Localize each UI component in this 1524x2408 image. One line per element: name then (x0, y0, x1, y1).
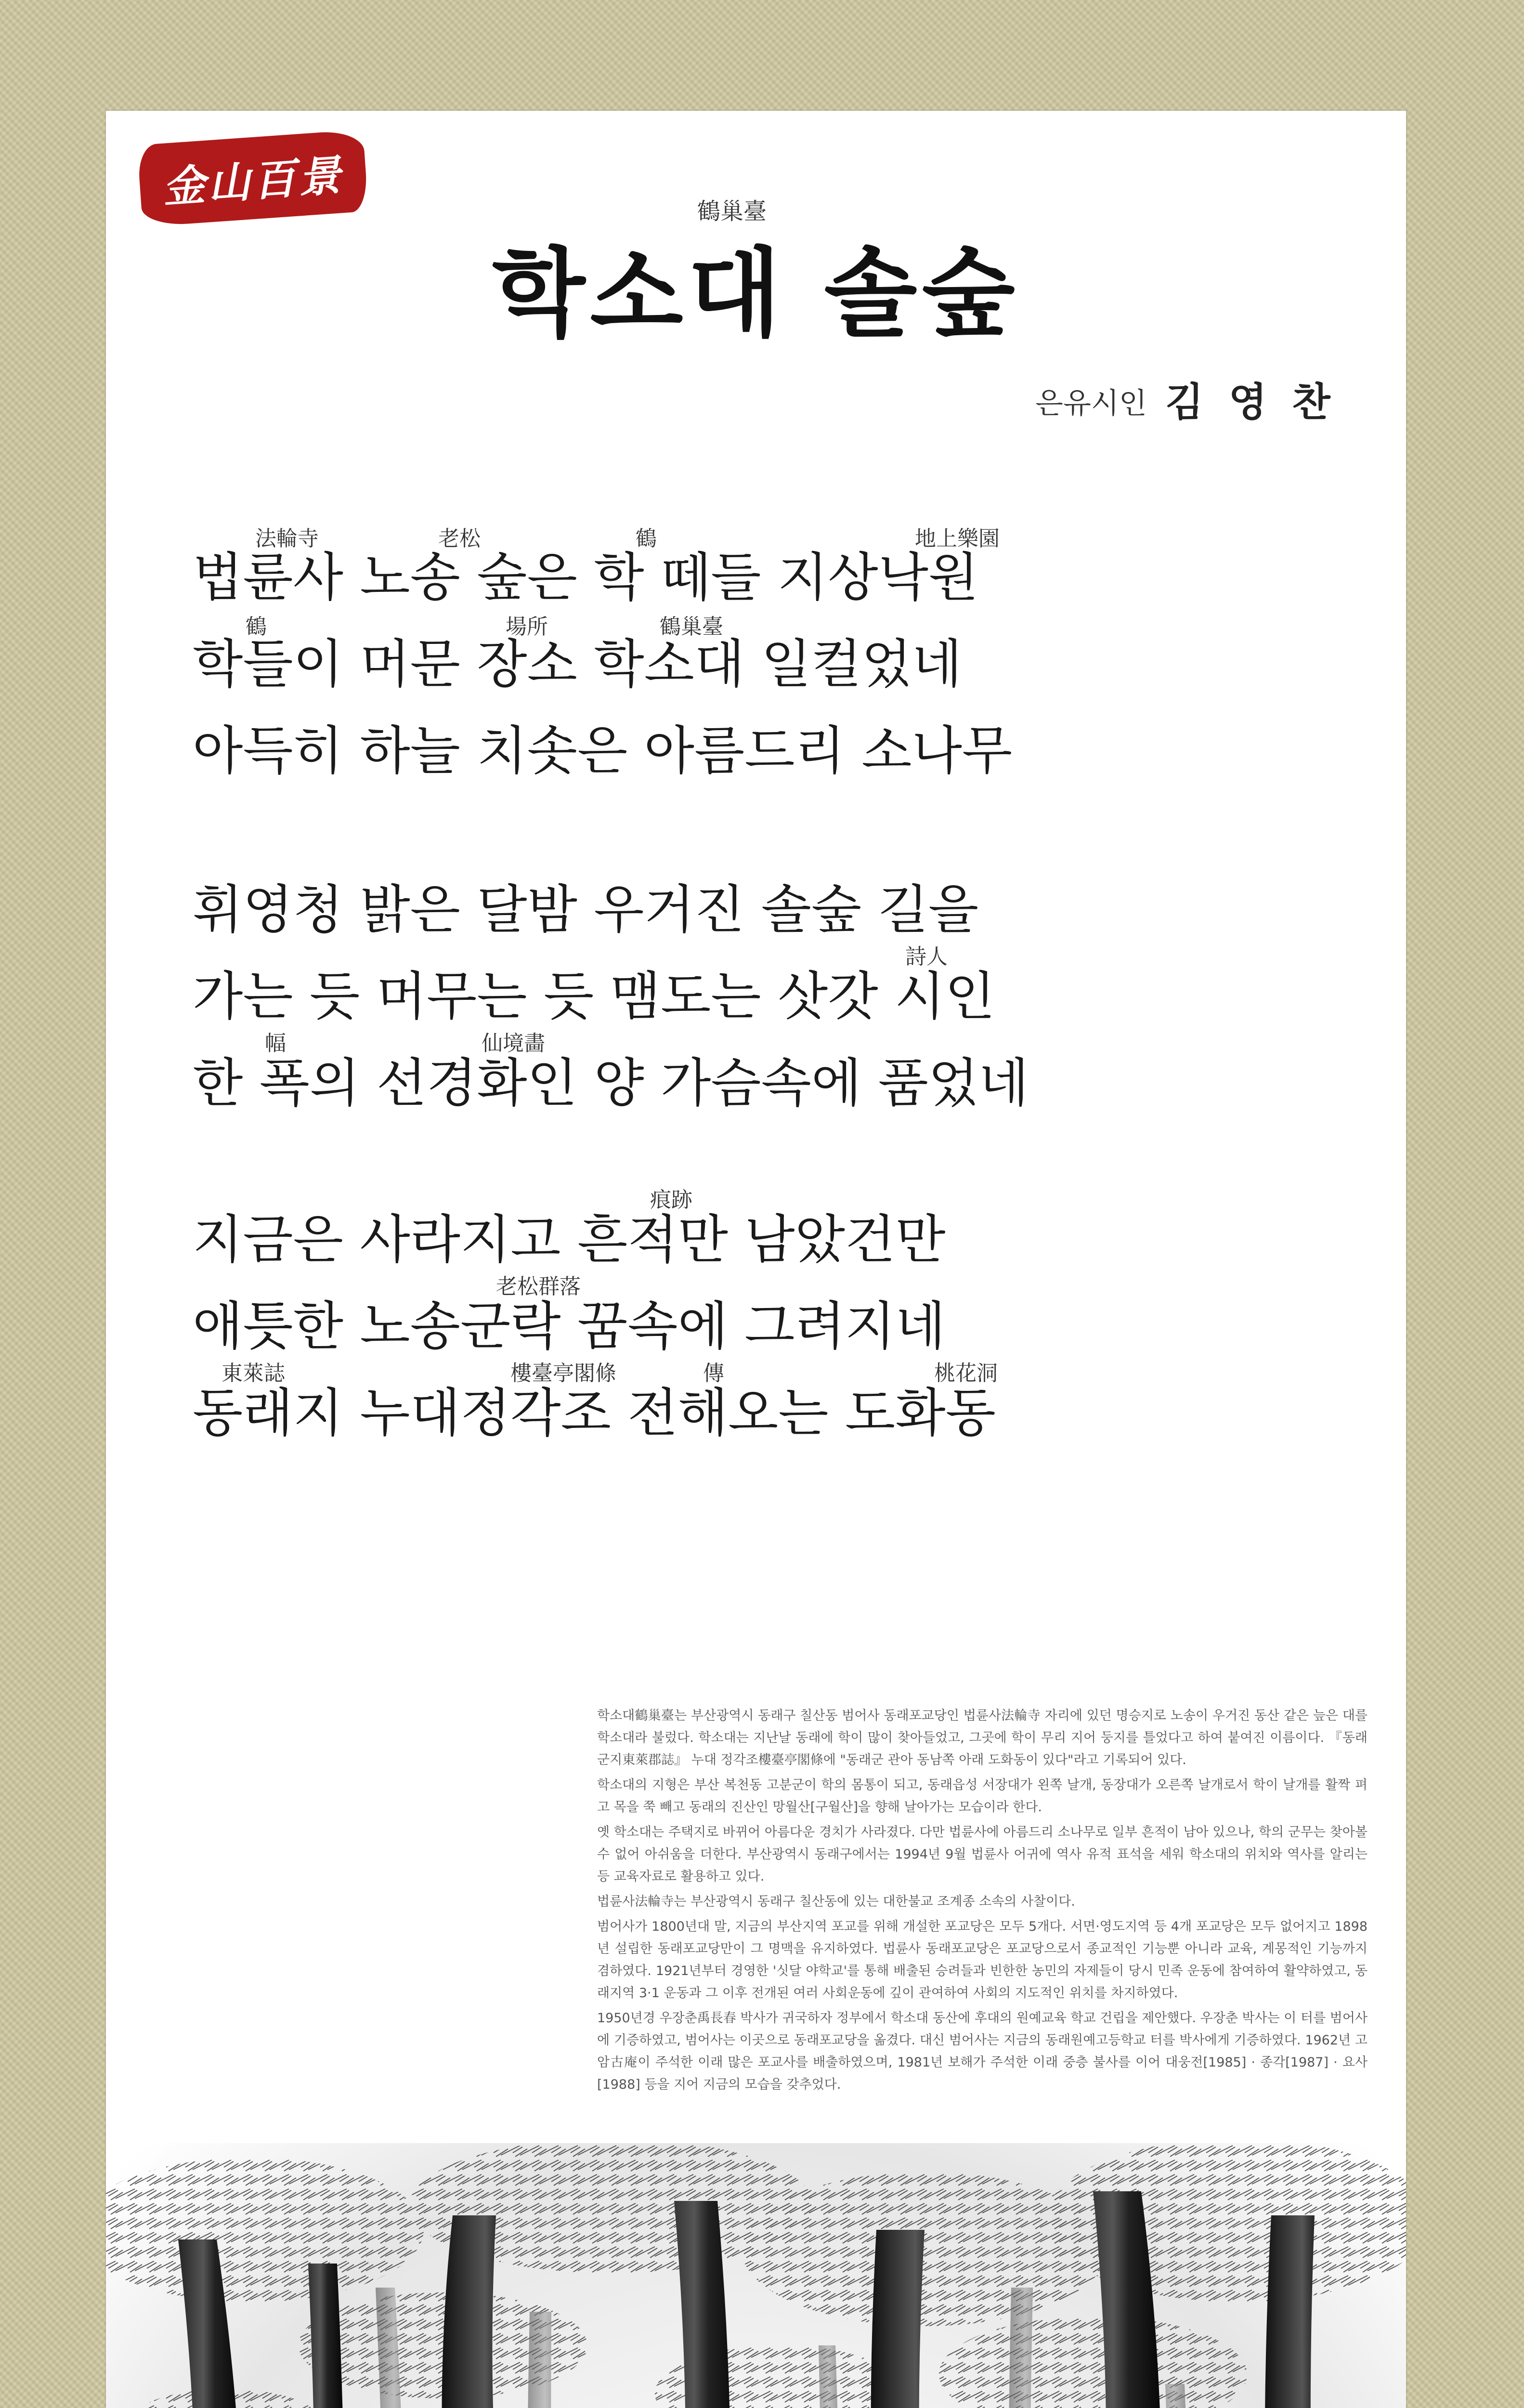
author-name: 김 영 찬 (1165, 380, 1336, 425)
author-label: 은유시인 (1035, 387, 1147, 420)
ruby-pok: 幅 (265, 1031, 286, 1056)
pine-forest-illustration (106, 2143, 1406, 2408)
title-hanja: 鶴巢臺 (697, 198, 767, 225)
ruby-heunjeok: 痕跡 (650, 1188, 692, 1212)
ruby-nosonggunrak: 老松群落 (496, 1274, 581, 1299)
description-paragraph: 학소대鶴巢臺는 부산광역시 동래구 칠산동 범어사 동래포교당인 법륜사法輪寺 자리에 있던 명승지로 노송이 우거진 동산 같은 늪은 대를 학소대라 불렀다. 학소대는 지난날 동래에 학이 많이 찾아들었고, 그곳에 학이 무리 지어 둥지를 틀었다고 하여 붙여진 이름이다. 『동래군지東萊郡誌』 누대 정각조樓臺亭閣條에 "동래군 관아 동남쪽 아래 도화동이 있다"라고 기록되어 있다. (597, 1708, 1368, 1767)
geumsan-baekgyeong-logo (140, 137, 366, 219)
poem-title: 학소대 솔숲 (492, 238, 1020, 350)
poem-line-9: 동래지 누대정각조 전해오는 도화동 (193, 1383, 996, 1443)
poem-line-7: 지금은 사라지고 흔적만 남았건만 (193, 1210, 946, 1270)
ruby-dohwadong: 桃花洞 (934, 1361, 998, 1386)
description-paragraph: 학소대의 지형은 부산 복천동 고분군이 학의 몸통이 되고, 동래읍성 서장대가 왼쪽 날개, 동장대가 오른쪽 날개로서 학이 날개를 활짝 펴고 목을 쭉 빼고 동래의 진산인 망월산[구월산]을 향해 날아가는 모습이라 한다. (597, 1778, 1368, 1815)
description-text (597, 1705, 1368, 2099)
ruby-hak: 鶴 (636, 526, 657, 551)
poem-line-8: 애틋한 노송군락 꿈속에 그려지네 (193, 1296, 946, 1357)
ruby-haksodae: 鶴巢臺 (660, 615, 723, 639)
description-paragraph: 범어사가 1800년대 말, 지금의 부산지역 포교를 위해 개설한 포교당은 모두 5개다. 서면·영도지역 등 4개 포교당은 모두 없어지고 1898년 설립한 동래포교당만이 그 명맥을 유지하였다. 법륜사 동래포교당은 포교당으로서 종교적인 기능뿐 아니라 교육, 계몽적인 기능까지 겸하였다. 1921년부터 경영한 '싯달 야학교'를 통해 배출된 승려들과 빈한한 농민의 자제들이 당시 민족 운동에 참여하여 활약하였고, 동래지역 3·1 운동과 그 이후 전개된 여러 사회운동에 깊이 관여하여 사회의 지도적인 위치를 차지하였다. (597, 1919, 1368, 2001)
poem-line-2: 학들이 머문 장소 학소대 일컬었네 (193, 634, 962, 694)
description-paragraph: 1950년경 우장춘禹長春 박사가 귀국하자 정부에서 학소대 동산에 후대의 원예교육 학교 건립을 제안했다. 우장춘 박사는 이 터를 범어사에 기증하였고, 범어사는 이곳으로 동래포교당을 옮겼다. 대신 범어사는 지금의 동래원예고등학교 터를 박사에게 기증하였다. 1962년 고암古庵이 주석한 이래 많은 포교사를 배출하였으며, 1981년 보해가 주석한 이래 중층 불사를 이어 대웅전[1985] · 종각[1987] · 요사[1988] 등을 지어 지금의 모습을 갖추었다. (597, 2011, 1368, 2092)
ruby-jeon: 傳 (703, 1361, 724, 1386)
ruby-nudaejeonggakjo: 樓臺亭閣條 (510, 1361, 616, 1386)
description-paragraph: 옛 학소대는 주택지로 바뀌어 아름다운 경치가 사라졌다. 다만 법륜사에 아름드리 소나무로 일부 흔적이 남아 있으나, 학의 군무는 찾아볼 수 없어 아쉬움을 더한다. 부산광역시 동래구에서는 1994년 9월 법륜사 어귀에 역사 유적 표석을 세워 학소대의 위치와 역사를 알리는 등 교육자료로 활용하고 있다. (597, 1825, 1368, 1884)
ruby-dongraeji: 東萊誌 (221, 1361, 285, 1386)
ruby-jisangnakwon: 地上樂園 (915, 526, 1000, 551)
ruby-siin: 詩人 (905, 944, 948, 969)
poem-line-6: 한 폭의 선경화인 양 가슴속에 품었네 (193, 1053, 1029, 1113)
poster-sheet (106, 111, 1406, 2408)
ruby-jangso: 場所 (506, 615, 548, 639)
ruby-hak-2: 鶴 (246, 615, 267, 639)
ruby-seongyeonghwa: 仙境畵 (482, 1031, 545, 1056)
poem-line-3: 아득히 하늘 치솟은 아름드리 소나무 (193, 721, 1013, 781)
ruby-nosong: 老松 (438, 526, 481, 551)
description-paragraph: 법륜사法輪寺는 부산광역시 동래구 칠산동에 있는 대한불교 조계종 소속의 사찰이다. (597, 1894, 1075, 1909)
poem-line-1: 법륜사 노송 숲은 학 떼들 지상낙원 (193, 548, 979, 608)
ruby-beomnyunsa: 法輪寺 (255, 526, 319, 551)
poem-line-5: 가는 듯 머무는 듯 맴도는 삿갓 시인 (193, 967, 995, 1027)
logo-text: 金山百景 (161, 149, 345, 212)
poem-line-4: 휘영청 밝은 달밤 우거진 솔숲 길을 (193, 880, 979, 940)
